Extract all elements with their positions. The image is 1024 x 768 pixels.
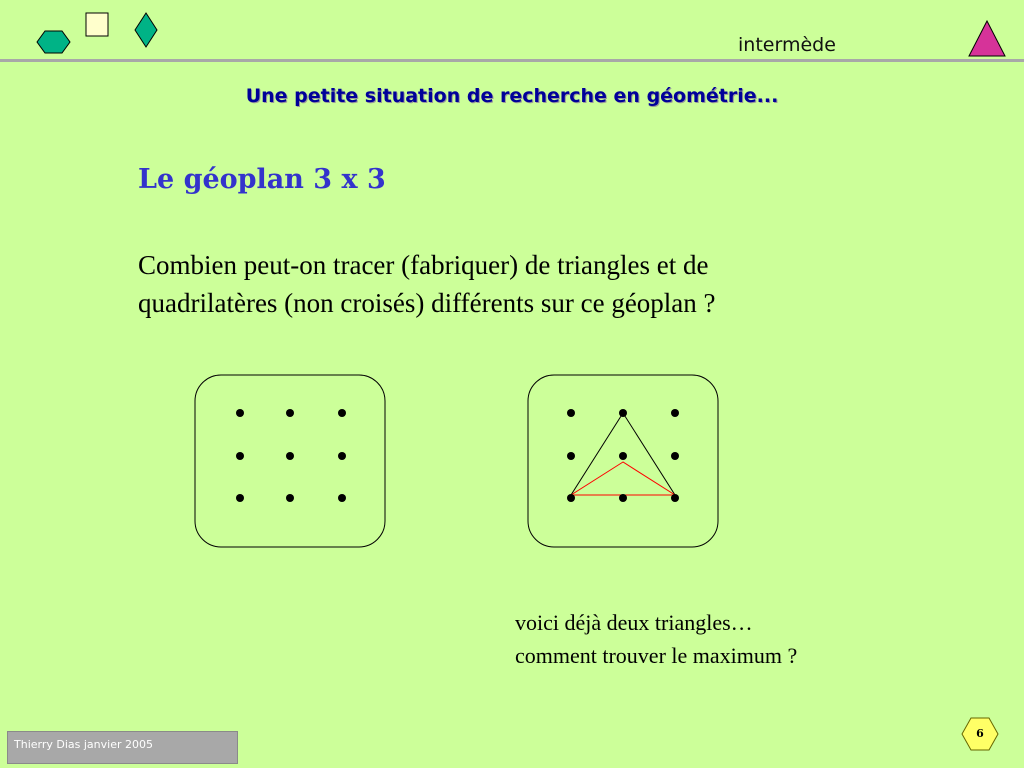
footer-author: Thierry Dias janvier 2005	[14, 738, 153, 751]
hexagon-icon	[37, 31, 70, 53]
peg	[338, 409, 346, 417]
small-red-triangle	[571, 462, 675, 495]
peg	[567, 494, 575, 502]
geoplan-frame	[528, 375, 718, 547]
peg	[286, 494, 294, 502]
peg	[619, 409, 627, 417]
triangle-icon	[965, 18, 1007, 60]
geoplan-empty	[194, 374, 386, 548]
peg	[236, 452, 244, 460]
peg	[671, 452, 679, 460]
section-label: intermède	[738, 34, 836, 56]
geoplan-frame	[195, 375, 385, 547]
caption-line-1: voici déjà deux triangles…	[515, 610, 753, 635]
slide-title: Le géoplan 3 x 3	[138, 164, 386, 195]
peg	[567, 409, 575, 417]
diamond-icon	[135, 13, 157, 47]
peg	[236, 494, 244, 502]
page-number: 6	[976, 727, 984, 740]
peg	[286, 409, 294, 417]
question-line-1: Combien peut-on tracer (fabriquer) de triangles et de	[138, 250, 709, 280]
question-text	[138, 246, 938, 322]
slide-subtitle: Une petite situation de recherche en géométrie...	[245, 85, 779, 107]
peg	[671, 409, 679, 417]
square-icon	[86, 13, 108, 36]
caption-text	[515, 606, 797, 672]
peg	[671, 494, 679, 502]
caption-line-2: comment trouver le maximum ?	[515, 643, 798, 668]
peg	[338, 452, 346, 460]
question-line-2: quadrilatères (non croisés) différents sur ce géoplan ?	[138, 288, 716, 318]
peg	[619, 494, 627, 502]
geoplan-pegs	[236, 409, 346, 502]
geoplan-pegs	[567, 409, 679, 502]
peg	[338, 494, 346, 502]
geoplan-with-triangles	[527, 374, 719, 548]
peg	[619, 452, 627, 460]
peg	[286, 452, 294, 460]
header-shapes	[0, 0, 200, 60]
peg	[236, 409, 244, 417]
peg	[567, 452, 575, 460]
